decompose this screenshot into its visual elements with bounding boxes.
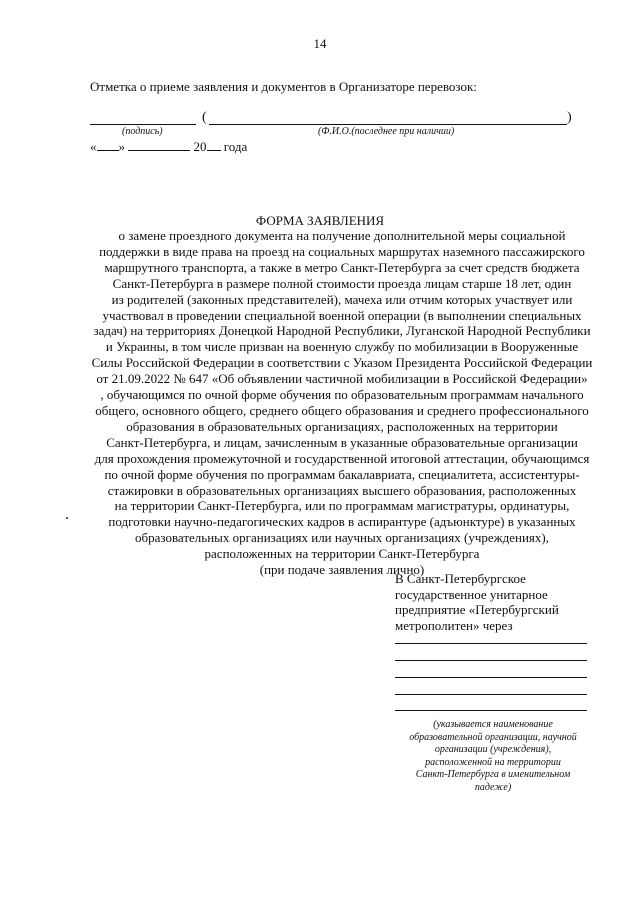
organization-line-1[interactable] [395,643,587,644]
signature-caption: (подпись) [122,126,163,137]
date-row [90,138,247,155]
year-suffix: года [223,139,248,154]
name-open-paren: ( [202,110,207,125]
month-field[interactable] [128,138,190,151]
day-field[interactable] [97,138,119,151]
full-name-line[interactable] [209,124,567,125]
organization-line-3[interactable] [395,677,587,678]
signature-line[interactable] [90,124,196,125]
form-subject: о замене проездного документа на получение дополнительной меры социальной поддержки в виде права на проезд на социальных маршрутах наземного пассажирского маршрутного транспорта, а также в метро Санкт-Петербурга за счет средств бюджета Санкт-Петербурга в размере полной стоимости проезда лицам старше 18 лет, один из родителей (законных представителей), мачеха или отчим которых участвует или участвовал в проведении специальной военной операции (в выполнении специальных задач) на территориях Донецкой Народной Республики, Луганской Народной Республики и Украины, в том числе призван на военную службу по мобилизации в Вооруженные Силы Российской Федерации в соответствии с Указом Президента Российской Федерации от 21.09.2022 № 647 «Об объявлении частичной мобилизации в Российской Федерации» , обучающимся по очной форме обучения по образовательным программам начального общего, основного общего, среднего общего образования и среднего профессионального образования в образовательных организациях, расположенных на территории Санкт-Петербурга, и лицам, зачисленным в указанные образовательные организации для прохождения промежуточной и государственной итоговой аттестации, обучающимся по очной форме обучения по программам бакалавриата, специалитета, ассистентуры- стажировки в образовательных организациях высшего образования, расположенных на территории Санкт-Петербурга, или по программам магистратуры, ординатуры, подготовки научно-педагогических кадров в аспирантуре (адъюнктуре) в указанных образовательных организациях или научных организациях (учреждениях), расположенных на территории Санкт-Петербурга (при подаче заявления лично) [91,228,593,578]
form-title: ФОРМА ЗАЯВЛЕНИЯ [255,213,385,228]
organization-line-4[interactable] [395,694,587,695]
full-name-caption: (Ф.И.О.(последнее при наличии) [318,126,455,137]
organization-line-5[interactable] [395,710,587,711]
quote-open: « [90,139,97,154]
organization-caption: (указывается наименование образовательной организации, научной организации (учреждения), расположенной на территории Санкт-Петербурга в именительном падеже) [409,719,577,793]
quote-close: » [118,139,125,154]
scan-speck [66,517,68,519]
addressee-block: В Санкт-Петербургское государственное унитарное предприятие «Петербургский метрополитен» через [395,571,559,633]
year-prefix: 20 [193,139,207,154]
name-close-paren: ) [567,110,572,125]
organization-line-2[interactable] [395,660,587,661]
year-field[interactable] [207,138,221,151]
receipt-note: Отметка о приеме заявления и документов в Организаторе перевозок: [90,79,477,94]
page-number: 14 [313,36,327,51]
